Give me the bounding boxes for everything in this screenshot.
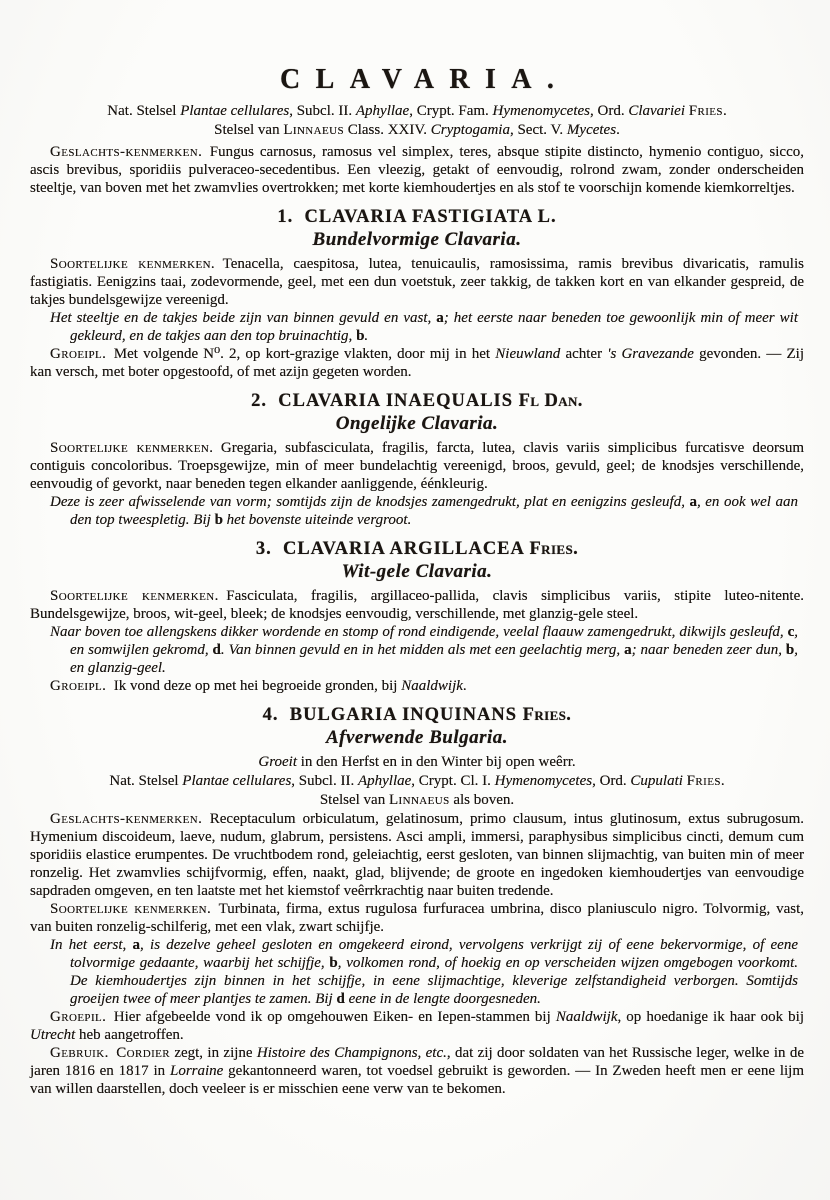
text-run: Fasciculata, fragilis, argillaceo-pallida, clavis simplicibus variis, stipite luteo-nitente. Bundelsgewijze, broos, wit-geel, bleek; de knodsjes eenvoudig, verschillende, met glanzig-gele steel. [30, 588, 804, 622]
text-run: Fries. [529, 539, 579, 559]
text-run: Soortelijke kenmerken. [50, 256, 216, 272]
genus-characters-bulgaria [30, 810, 804, 900]
text-run: Soortelijke kenmerken. [50, 588, 219, 604]
species-1-heading [30, 206, 804, 228]
text-run: Het steeltje en de takjes beide zijn van binnen gevuld en vast, [50, 310, 437, 326]
text-run: 4. BULGARIA INQUINANS [262, 705, 523, 725]
text-run: d [336, 991, 345, 1007]
text-run: Bundelvormige Clavaria. [312, 229, 522, 250]
text-run: heb aangetroffen. [75, 1027, 184, 1043]
species-2-characters [30, 439, 804, 493]
text-run: Naaldwijk [555, 1009, 618, 1025]
text-run: b [356, 328, 365, 344]
text-run: . [722, 103, 727, 119]
text-run: Naaldwijk [401, 678, 463, 694]
text-run: , volkomen rond, of hoekig en op verscheiden wijzen omgebogen voorkomt. De kiemhoudertjes zijn binnen in het schijfje, in eene slijmachtige, kleverige zelfstandigheid verborgen. Somtijds groeijen twee of meer plantjes te zamen. Bij [70, 955, 798, 1007]
text-run: Aphyllae [357, 773, 412, 789]
text-run: Tenacella, caespitosa, lutea, tenuicaulis, ramosissima, ramis brevibus divaricatis, ramulis fastigiatis. Eenigzins taai, zodevormende, geel, met een dun voetstuk, zeer takkig, de takken kort en van elkander gespreid, de takjes bundelsgewijze vereenigd. [30, 256, 804, 308]
text-run: Soortelijke kenmerken. [50, 901, 212, 917]
text-run: . Van binnen gevuld en in het midden als met een geelachtig merg, [220, 642, 625, 658]
species-3-dutch-name [30, 560, 804, 583]
text-run: , Crypt. Fam. [409, 103, 493, 119]
text-run: gekantonneerd waren, tot voedsel gebruikt is geworden. — In Zweden heeft men er eene lijm van willen daarstellen, doch veeleer is er misschien eene verw van te bekomen. [30, 1063, 804, 1097]
text-run: Groeipl. [50, 346, 107, 362]
genus-characters-clavaria [30, 143, 804, 197]
text-run: Cordier [116, 1045, 170, 1061]
text-run: Aphyllae [355, 103, 410, 119]
text-run: , Crypt. Cl. I. [411, 773, 495, 789]
text-run: Nat. Stelsel [109, 773, 183, 789]
text-run: 3. CLAVARIA ARGILLACEA [255, 539, 530, 559]
text-run: ; naar beneden zeer dun, [631, 642, 786, 658]
text-run: in den Herfst en in den Winter bij open weêrr. [296, 754, 576, 770]
text-run: Linnaeus [283, 122, 344, 138]
classification-line-4 [30, 791, 804, 810]
page-title: CLAVARIA. [280, 64, 570, 95]
text-run: zegt, in zijne [169, 1045, 257, 1061]
text-run: Deze is zeer afwisselende van vorm; somtijds zijn de knodsjes zamengedrukt, plat en eenigzins gesleufd, [50, 494, 690, 510]
text-run: a [132, 937, 141, 953]
text-run: , is dezelve geheel gesloten en omgekeerd eirond, vervolgens verkrijgt zij of eene bekervormige, of eene tolvormige gedaante, waarbij het schijfje, [70, 937, 798, 971]
text-run: Nieuwland [495, 346, 561, 362]
text-run: Fries [686, 773, 721, 789]
text-run: . [720, 773, 725, 789]
text-run: Met volgende N⁰. 2, op kort-grazige vlakten, door mij in het [106, 346, 496, 362]
species-4-habitat [30, 1008, 804, 1044]
species-1-dutch-name [30, 228, 804, 251]
text-run: Mycetes [566, 122, 617, 138]
text-run: c [787, 624, 795, 640]
text-run: Groepil. [50, 1009, 107, 1025]
text-run: 2. CLAVARIA INAEQUALIS [251, 391, 519, 411]
text-run: het bovenste uiteinde vergroot. [222, 512, 412, 528]
text-run: Fungus carnosus, ramosus vel simplex, teres, absque stipite distincto, hymenio contiguo, sicco, ascis brevibus, sporidiis pulveraceo-secedentibus. Een vleezig, getakt of eenvoudig, rolrond zwam, zonder onderscheiden steeltje, van boven met het zwamvlies overtrokken; met korte kiemhoudertjes en als stof te voorschijn komende kiemkorreltjes. [30, 144, 804, 196]
text-run: a [436, 310, 444, 326]
text-run: Nat. Stelsel [107, 103, 181, 119]
text-run: Fries [688, 103, 723, 119]
text-run: Afverwende Bulgaria. [325, 727, 509, 748]
species-3-heading [30, 538, 804, 560]
text-run: Gebruik. [50, 1045, 109, 1061]
text-run: Class. XXIV. [343, 122, 431, 138]
classification-line-2 [30, 121, 804, 140]
text-run: Geslachts-kenmerken. [50, 811, 203, 827]
text-run: , en ook wel aan den top tweespletig. Bij [70, 494, 798, 528]
text-run: a [624, 642, 632, 658]
text-run: Gregaria, subfasciculata, fragilis, farcta, lutea, clavis variis simplicibus furcatisve deorsum contiguis concoloribus. Troepsgewijze, min of meer bundelachtig vereenigd, broos, gevuld, geel; de knodsjes verschillende, eenvoudig of gevorkt, naar beneden tegen elkander aanliggende, éénkleurig. [30, 440, 804, 492]
text-run: , dat zij door soldaten van het Russische leger, welke in de jaren 1816 en 1817 in [30, 1045, 804, 1079]
species-3-characters [30, 587, 804, 623]
species-1-characters [30, 255, 804, 309]
text-run: , en glanzig-geel. [70, 642, 799, 676]
text-run: a [689, 494, 697, 510]
text-run: Hier afgebeelde vond ik op omgehouwen Eiken- en Iepen-stammen bij [106, 1009, 556, 1025]
text-run: Turbinata, firma, extus rugulosa furfuracea umbrina, disco planiusculo nigro. Tolvormig, vast, van buiten ronzelig-schilferig, met een vlak, zwart schijfje. [30, 901, 805, 935]
text-run: Plantae cellulares [180, 103, 290, 119]
text-run: als boven. [449, 792, 515, 808]
text-run: . [462, 678, 467, 694]
text-run: b [785, 642, 795, 658]
text-run: 1. CLAVARIA FASTIGIATA L. [277, 207, 557, 227]
text-run: In het eerst, [50, 937, 133, 953]
text-run: Histoire des Champignons, etc. [256, 1045, 447, 1061]
species-3-habitat [30, 677, 804, 695]
text-run: Lorraine [169, 1063, 224, 1079]
text-run: Stelsel van [214, 122, 284, 138]
text-run: Groeipl. [50, 678, 107, 694]
text-run: , Subcl. II. [291, 773, 358, 789]
species-2-observation [50, 493, 798, 529]
species-4-season-line [30, 753, 804, 772]
text-run: Naar boven toe allengskens dikker wordende en stomp of rond eindigende, veelal flaauw zamengedrukt, dikwijls gesleufd, [50, 624, 788, 640]
species-4-dutch-name [30, 726, 804, 749]
text-run: b [214, 512, 223, 528]
text-run: Ik vond deze op met hei begroeide gronden, bij [106, 678, 402, 694]
text-run: , Ord. [590, 103, 629, 119]
text-run: Soortelijke kenmerken. [50, 440, 214, 456]
species-4-observation [50, 936, 798, 1008]
text-run: Linnaeus [388, 792, 450, 808]
text-run: Groeit [258, 754, 297, 770]
text-run: d [212, 642, 221, 658]
classification-line-1 [30, 102, 804, 121]
text-run: 's Gravezande [607, 346, 694, 362]
text-run: Cryptogamia [430, 122, 510, 138]
text-run: Wit-gele Clavaria. [341, 561, 493, 582]
text-run: b [329, 955, 338, 971]
species-1-habitat [30, 345, 804, 381]
text-run: Ongelijke Clavaria. [335, 413, 499, 434]
species-4-characters [30, 900, 804, 936]
text-run: Plantae cellulares [182, 773, 292, 789]
species-3-observation [50, 623, 799, 677]
text-run: Receptaculum orbiculatum, gelatinosum, primo clausum, intus glutinosum, extus subrugosum. Hymenium discoideum, laeve, nudum, glabrum, persistens. Asci ampli, immersi, paraphysibus simplicibus cincti, demum cum sporidiis elastice erumpentes. De vruchtbodem rond, geleiachtig, eerst gesloten, van binnen slijmachtig, van buiten min of meer ronzelig. Het zwamvlies schijfvormig, effen, naakt, glad, blijvende; de groote en ingedoken kiemhoudertjes van eenvoudige sapdraden omgeven, en ten laatste met het kiemstof veêrrkrachtig naar buiten tredende. [30, 811, 804, 899]
text-run: Cupulati [630, 773, 683, 789]
text-run: ; het eerste naar beneden toe gewoonlijk min of meer wit gekleurd, en de takjes aan den top bruinachtig, [70, 310, 798, 344]
text-run: achter [560, 346, 608, 362]
text-run: , op hoedanige ik haar ook bij [617, 1009, 804, 1025]
classification-line-3 [30, 772, 804, 791]
text-run: Utrecht [30, 1027, 76, 1043]
species-2-heading [30, 390, 804, 412]
text-run: Fries. [522, 705, 572, 725]
text-run: , Subcl. II. [289, 103, 356, 119]
text-run: Geslachts-kenmerken. [50, 144, 203, 160]
text-run: Stelsel van [319, 792, 389, 808]
text-run: Hymenomycetes [494, 773, 593, 789]
species-1-observation [50, 309, 798, 345]
text-run: . [616, 122, 620, 138]
text-run: , Sect. V. [509, 122, 567, 138]
species-2-dutch-name [30, 412, 804, 435]
species-4-use [30, 1044, 804, 1098]
text-run: Clavariei [628, 103, 685, 119]
text-run: , en somwijlen gekromd, [70, 624, 798, 658]
species-4-heading [30, 704, 804, 726]
text-run: , Ord. [592, 773, 631, 789]
text-run: gevonden. — Zij kan versch, met boter opgestoofd, of met azijn gegeten worden. [30, 346, 805, 380]
text-run: Fl Dan. [518, 391, 583, 411]
text-run: . [364, 328, 369, 344]
text-run: eene in de lengte doorgesneden. [344, 991, 541, 1007]
text-run: Hymenomycetes [492, 103, 590, 119]
